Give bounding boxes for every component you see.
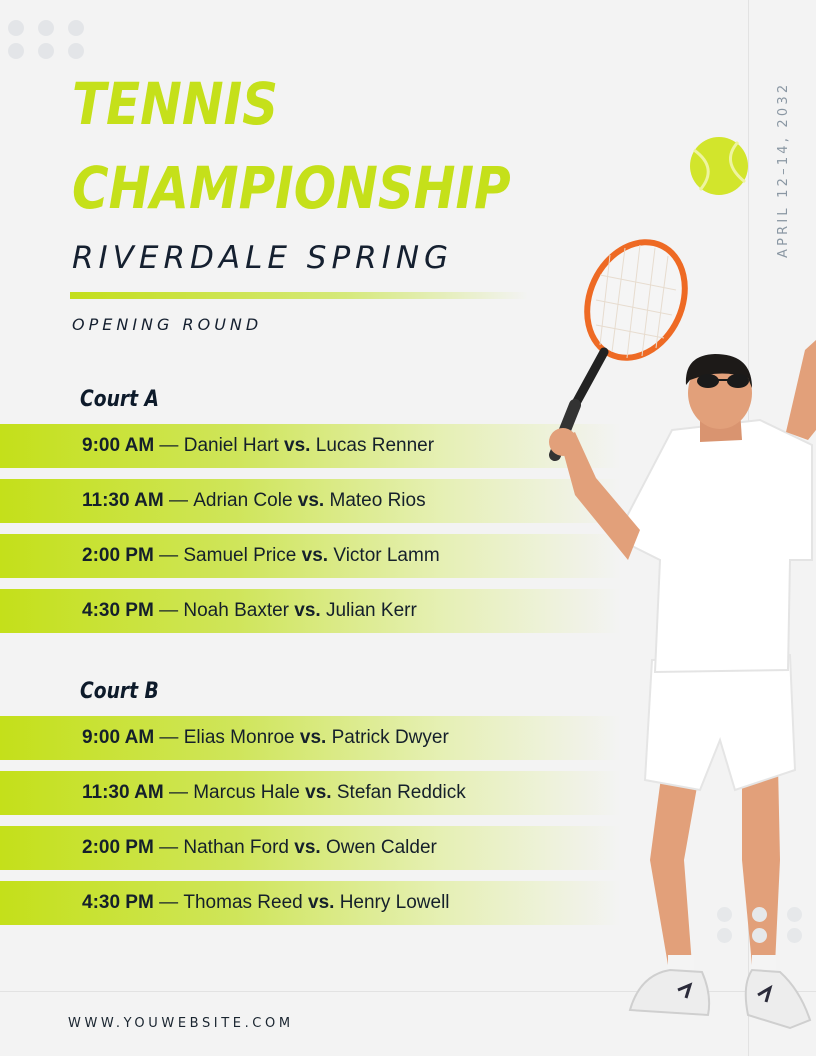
tennis-player-photo — [530, 130, 816, 1030]
match-row — [0, 589, 620, 633]
match-row — [0, 534, 620, 578]
decorative-dots-top — [8, 20, 84, 59]
match-row — [0, 716, 620, 760]
match-row — [0, 771, 620, 815]
match-separator: — — [163, 490, 194, 511]
page-title — [72, 62, 511, 230]
player-2: Lucas Renner — [315, 435, 435, 456]
player-1: Samuel Price — [183, 545, 297, 566]
vs-label: vs. — [299, 727, 327, 748]
player-1: Nathan Ford — [183, 837, 289, 858]
match-separator: — — [163, 782, 194, 803]
accent-bar — [70, 292, 528, 299]
player-2: Patrick Dwyer — [331, 727, 449, 748]
court-b-heading: Court B — [80, 679, 159, 704]
player-1: Daniel Hart — [183, 435, 279, 456]
website-link[interactable]: WWW.YOUWEBSITE.COM — [68, 1016, 294, 1031]
match-separator: — — [154, 727, 184, 748]
match-time: 9:00 AM — [82, 435, 155, 456]
match-time: 4:30 PM — [82, 600, 154, 621]
player-2: Victor Lamm — [333, 545, 440, 566]
player-1: Marcus Hale — [193, 782, 300, 803]
match-time: 11:30 AM — [82, 490, 164, 511]
round-label: OPENING ROUND — [72, 315, 263, 334]
vs-label: vs. — [297, 490, 325, 511]
court-a-heading: Court A — [80, 387, 160, 412]
player-2: Mateo Rios — [329, 490, 426, 511]
vs-label: vs. — [284, 435, 311, 456]
player-1: Noah Baxter — [183, 600, 289, 621]
match-separator: — — [153, 600, 184, 621]
match-row — [0, 479, 620, 523]
event-subtitle: RIVERDALE SPRING — [72, 240, 454, 276]
vs-label: vs. — [308, 892, 335, 913]
vs-label: vs. — [305, 782, 332, 803]
tennis-racket-icon — [555, 226, 703, 455]
match-time: 4:30 PM — [82, 892, 154, 913]
match-time: 11:30 AM — [82, 782, 164, 803]
vs-label: vs. — [294, 600, 321, 621]
match-time: 2:00 PM — [82, 837, 154, 858]
match-separator: — — [153, 892, 184, 913]
player-1: Adrian Cole — [193, 490, 293, 511]
title-line-1: TENNIS — [72, 70, 279, 138]
player-1: Elias Monroe — [183, 727, 295, 748]
decorative-dots-bottom — [717, 907, 802, 943]
tennis-ball-icon — [690, 137, 748, 195]
player-2: Julian Kerr — [325, 600, 417, 621]
match-row — [0, 424, 620, 468]
vs-label: vs. — [301, 545, 329, 566]
match-time: 9:00 AM — [82, 727, 155, 748]
vs-label: vs. — [294, 837, 321, 858]
match-separator: — — [153, 837, 184, 858]
title-line-2: CHAMPIONSHIP — [72, 154, 511, 222]
match-time: 2:00 PM — [82, 545, 154, 566]
player-2: Henry Lowell — [339, 892, 450, 913]
match-row — [0, 826, 620, 870]
match-separator: — — [153, 545, 184, 566]
player-1: Thomas Reed — [183, 892, 303, 913]
event-date: APRIL 12–14, 2032 — [776, 81, 791, 258]
match-separator: — — [154, 435, 184, 456]
player-2: Stefan Reddick — [336, 782, 466, 803]
match-row — [0, 881, 620, 925]
player-2: Owen Calder — [325, 837, 437, 858]
